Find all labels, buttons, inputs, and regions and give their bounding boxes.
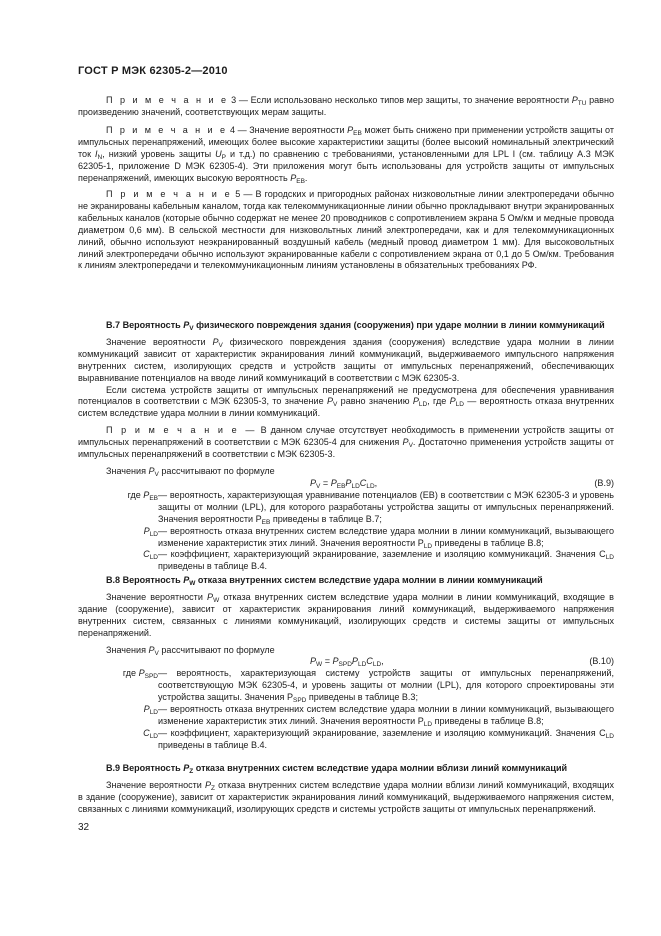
definition-symbol: $C_{LD}$ bbox=[143, 549, 158, 562]
section-b7-paragraph-1: Значение вероятности $P_V$ физического повреждения здания (сооружения) вследствие удара молнии в линии коммуникаций зависит от характеристик экранирования линий коммуникаций, выдерживаемого импульсного напряжения внутренних систем, изолирующих средств и устройств защиты от импульсных перенапряжений, обеспечивающих выравнивание потенциалов на вводе линий коммуникаций в соответствии с МЭК 62305-3. bbox=[78, 336, 614, 383]
definition-text: — вероятность, характеризующая систему устройств защиты от импульсных перенапряжений, соответствующую МЭК 62305-4, и уровень защиты от молнии (LPL), для которого спроектированы эти устройства защиты. Значения P bbox=[158, 668, 614, 703]
definition-text: — вероятность отказа внутренних систем вследствие удара молнии в линии коммуникаций, вызывающего изменение характеристик этих линий. Значения вероятности P bbox=[158, 525, 614, 548]
note-5: П р и м е ч а н и е 5 — В городских и пригородных районах низковольтные линии электропередачи обычно не экранированы кабельным каналом, тогда как телекоммуникационные линии обычно прокладывают внутри экранированных кабельных каналов (которые обычно содержат не менее 20 проводников с сопротивлением экрана 5 Ом/км и медные провода диаметром 0,6 мм). В сельской местности для низковольтных линий электропередачи, как и для телекоммуникационных линий, обычно используют неэкранированный воздушный кабель (медный провод диаметром 1 мм). Для высоковольтных линий электропередачи обычно используют экранированные кабели с сопротивлением экрана от 0,1 до 5 Ом/км. Требования к линиям электропередачи и телекоммуникационным линиям установлены в обязательных требованиях РФ. bbox=[78, 189, 615, 271]
section-b8-heading: В.8 Вероятность $P_W$ отказа внутренних систем вследствие удара молнии в линии коммуникаций bbox=[106, 575, 543, 587]
formula-number: (В.10) bbox=[589, 656, 614, 667]
definition-symbol: где $P_{EB}$ bbox=[127, 489, 158, 502]
definition-item: $P_{LD}$ — вероятность отказа внутренних систем вследствие удара молнии в линии коммуникаций, вызывающего изменение характеристик этих линий. Значения вероятности $P_{LD}$ приведены в таблице В.8; bbox=[143, 704, 614, 729]
definition-symbol: $C_{LD}$ bbox=[143, 727, 158, 740]
note-label: П р и м е ч а н и е bbox=[106, 95, 229, 105]
formula-number: (В.9) bbox=[594, 477, 614, 488]
definition-symbol: $P_{LD}$ bbox=[143, 525, 158, 538]
section-b9-paragraph-1: Значение вероятности $P_Z$ отказа внутренних систем вследствие удара молнии вблизи линий коммуникаций, входящих в здание (сооружение), зависит от характеристик экранирования линий коммуникаций, выдерживаемого напряжения систем, связанных с линиями коммуникаций, изолирующих средств и системы устройств защиты от импульсных перенапряжений. bbox=[78, 779, 614, 814]
section-b7 bbox=[78, 320, 614, 573]
definition-item: $C_{LD}$ — коэффициент, характеризующий экранирование, заземление и изоляцию коммуникаций. Значения $C_{LD}$ приведены в таблице В.4. bbox=[143, 549, 614, 572]
note-4: П р и м е ч а н и е 4 — Значение вероятности $P_{EB}$ может быть снижено при применении устройств защиты от импульсных перенапряжений, имеющих более высокие характеристики защиты (более высокий номинальный электрический ток $I_N$, низкий уровень защиты $U_P$ и т.д.) по сравнению с требованиями, установленными для LPL I (см. таблицу А.3 МЭК 62305-1, приложение D МЭК 62305-4). Эти приложения могут быть использованы для устройств защиты от импульсных перенапряжений, имеющих высокую вероятность $P_{EB}$. bbox=[78, 125, 614, 185]
section-b9-heading: В.9 Вероятность $P_Z$ отказа внутренних систем вследствие удара молнии вблизи линий коммуникаций bbox=[106, 763, 568, 775]
definition-symbol: где $P_{SPD}$ bbox=[122, 668, 158, 681]
definition-text: — вероятность, характеризующая уравнивание потенциалов (ЕВ) в соответствии с МЭК 62305-3 и уровень защиты от молнии (LPL), для которого разработаны устройства защиты от импульсных перенапряжений. Значения вероятности P bbox=[158, 489, 614, 524]
section-b7-heading: В.7 Вероятность $P_V$ физического повреждения здания (сооружения) при ударе молнии в линии коммуникаций bbox=[106, 320, 605, 332]
definition-symbol: $P_{LD}$ bbox=[143, 704, 158, 717]
section-b8-formula-intro: Значения $P_V$ рассчитывают по формуле bbox=[106, 644, 275, 657]
standard-header: ГОСТ Р МЭК 62305-2—2010 bbox=[78, 65, 228, 77]
definition-item: $P_{LD}$ — вероятность отказа внутренних систем вследствие удара молнии в линии коммуникаций, вызывающего изменение характеристик этих линий. Значения вероятности $P_{LD}$ приведены в таблице В.8; bbox=[143, 525, 614, 550]
section-b7-note: П р и м е ч а н и е — В данном случае отсутствует необходимость в применении устройств защиты от импульсных перенапряжений в соответствии с МЭК 62305-4 для снижения $P_V$. Достаточно применения устройств защиты от импульсных перенапряжений в соответствии с МЭК 62305-3. bbox=[78, 425, 615, 460]
section-b8-definitions bbox=[78, 668, 614, 751]
section-b8-paragraph-1: Значение вероятности $P_W$ отказа внутренних систем вследствие удара молнии в линии коммуникаций, входящие в здание (сооружение), зависит от характеристик экранирования линий коммуникаций, выдерживаемого напряжения внутренних систем, связанных с линиями коммуникаций, изолирующих средств и системы защиты от импульсных перенапряжений. bbox=[78, 591, 614, 638]
section-b9 bbox=[78, 763, 614, 816]
section-b7-paragraph-2: Если система устройств защиты от импульсных перенапряжений не предусмотрена для обеспечения уравнивания потенциалов в соответствии с МЭК 62305-3, то значение $P_V$ равно значению $P_{LD}$, где $P_{LD}$ — вероятность отказа внутренних систем вследствие удара молнии в линии коммуникаций. bbox=[78, 384, 614, 419]
definition-text: — коэффициент, характеризующий экранирование, заземление и изоляцию коммуникаций. Значения C bbox=[158, 727, 606, 738]
section-b8 bbox=[78, 575, 614, 752]
page-number: 32 bbox=[78, 822, 90, 833]
note-label: П р и м е ч а н и е bbox=[106, 125, 228, 135]
definition-item: $C_{LD}$ — коэффициент, характеризующий экранирование, заземление и изоляцию коммуникаций. Значения $C_{LD}$ приведены в таблице В.4. bbox=[143, 727, 614, 750]
definition-text: — вероятность отказа внутренних систем вследствие удара молнии в линии коммуникаций, вызывающего изменение характеристик этих линий. Значения вероятности P bbox=[158, 704, 614, 727]
definition-item: где $P_{SPD}$ — вероятность, характеризующая систему устройств защиты от импульсных перенапряжений, соответствующую МЭК 62305-4, и уровень защиты от молнии (LPL), для которого спроектированы эти устройства защиты. Значения $P_{SPD}$ приведены в таблице В.3; bbox=[122, 668, 614, 705]
definition-item: где $P_{EB}$ — вероятность, характеризующая уравнивание потенциалов (ЕВ) в соответствии с МЭК 62305-3 и уровень защиты от молнии (LPL), для которого разработаны устройства защиты от импульсных перенапряжений. Значения вероятности $P_{EB}$ приведены в таблице В.7; bbox=[127, 489, 614, 526]
section-b7-formula-intro: Значения $P_V$ рассчитывают по формуле bbox=[106, 465, 275, 478]
formula-b9: $P_V = P_{EB}P_{LD}C_{LD}$, (В.9) bbox=[310, 477, 614, 490]
section-b7-definitions bbox=[78, 490, 614, 573]
definition-text: — коэффициент, характеризующий экранирование, заземление и изоляцию коммуникаций. Значения C bbox=[158, 549, 606, 560]
formula-b10: $P_W = P_{SPD}P_{LD}C_{LD}$, (В.10) bbox=[310, 656, 614, 669]
note-3: П р и м е ч а н и е 3 — Если использовано несколько типов мер защиты, то значение вероятности $P_{TU}$ равно произведению значений, соответствующих мерам защиты. bbox=[78, 95, 614, 117]
note-label: П р и м е ч а н и е bbox=[106, 189, 233, 199]
